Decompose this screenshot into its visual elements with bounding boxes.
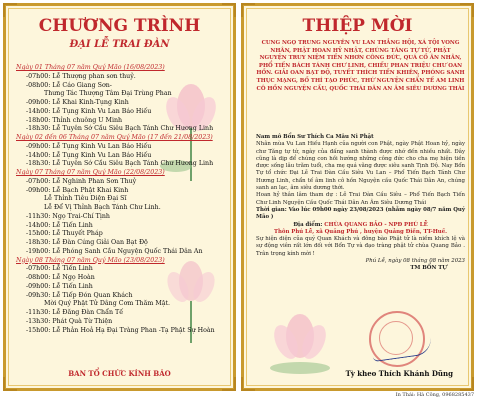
organizer-footer: BAN TỔ CHỨC KÍNH BÁO [68,369,171,378]
program-subtitle: ĐẠI LỄ TRAI ĐÀN [69,39,170,50]
invitation-body [256,134,465,273]
schedule-day-heading: Ngày 01 Tháng 07 năm Quý Mão (16/08/2023) [16,64,165,71]
schedule-item: -13h30: Phát Quà Từ Thiện [26,317,113,325]
corner-ornament [460,377,474,391]
schedule-item: -18h30: Lễ Tuyên Sớ Cầu Siêu Bạch Tánh Chư Hương Linh [26,125,214,133]
schedule-item: -11h30: Ngọ Trai-Chí Tịnh [26,212,110,220]
schedule-item: -14h00: Lễ Tụng Kinh Vu Lan Báo Hiếu [26,151,152,159]
schedule-item: -09h00: Lễ Tụng Kinh Vu Lan Báo Hiếu [26,142,152,150]
sign-date: Phú Lễ, ngày 08 tháng 08 năm 2023 [365,258,465,265]
schedule-item: -09h00: Lễ Khai Kinh-Tụng Kinh [26,99,129,106]
corner-ornament [241,377,255,391]
sign-title: TM BỔN TỰ [410,265,447,272]
invitation-title: THIỆP MỜI [302,16,413,36]
greeting: Nam mô Bổn Sư Thích Ca Mâu Ni Phật [256,134,374,140]
program-panel [3,3,236,391]
paragraph: Hoan hỷ thân lâm tham dự : Lễ Trai Đàn Cầu Siêu – Phổ Tiến Bạch Tiến Chư Linh Nguyện Cầu Quốc Thái Dân An Âm Siêu Dương Thái [256,192,465,206]
corner-ornament [241,3,255,17]
program-title: CHƯƠNG TRÌNH [38,16,201,36]
schedule-day-heading: Ngày 08 Tháng 07 năm Quý Mão (23/08/2023) [16,256,165,264]
schedule-item: -18h30: Lễ Tuyên Sớ Cầu Siêu Bạch Tánh Chư Hương Linh [26,160,214,168]
place-label: Địa điểm: [293,221,325,228]
schedule-item: -11h30: Lễ Đăng Đàn Chẩn Tế [26,309,124,316]
event-address: Thôn Phú Lễ, xã Quảng Phú , huyện Quảng Điền, TT-Huế. [273,228,448,235]
schedule-item: -09h00: Lễ Bạch Phật Khai Kinh [26,186,129,194]
corner-ornament [222,3,236,17]
schedule-item: -14h00: Lễ Tụng Kinh Vu Lan Báo Hiếu [26,107,152,115]
invitation-panel [241,3,474,391]
corner-ornament [3,3,17,17]
schedule-item: Lễ Thỉnh Tiêu Diện Đại Sĩ [44,195,127,203]
printer-credit: In Thái: Hà Công, 0968285437 [395,392,474,398]
schedule-item: -08h00: Lễ Ngọ Hoàn [26,274,95,281]
schedule-item: -14h00: Lễ Tiến Linh [26,221,93,229]
schedule-item: Lễ Để Vị Thỉnh Bạch Tánh Chư Linh. [44,204,161,211]
schedule-item: -18h00: Thỉnh chuông U Minh [26,116,123,124]
schedule-item: -15h00: Lễ Thuyết Pháp [26,230,103,238]
schedule-item: -07h00: Lễ Nghinh Phan Sơn Thuỷ [26,177,137,185]
signer-name: Tỳ kheo Thích Khánh Dũng [345,369,453,378]
corner-ornament [460,3,474,17]
invitation-intro: CUNG NGỌ TRUNG NGUYÊN VU LAN THẮNG HỘI, XÁ TỘI VONG NHÂN, PHẬT HOAN HỶ NHẬT, CHÚNG TĂNG TỰ TỨ, PHẬT NGUYỆN TRUY NIỆM TIẾN NHƠN CÔNG ĐỨC, QUÁ CỐ ÂN NHÂN, PHỔ TIẾN BÁCH TÁNH CHƯ LINH, CHIẾU PHAN TRIỆU CHƯ OAN HỒN. GIẢI OAN BẠT ĐỘ, TUYẾT THÍCH TIẾN KHIÊN, PHÓNG SANH THỤC MẠNG, BỐ THÍ TẠO PHÚC, THỨ NGUYỆN CHẨN TẾ AM LINH CÔ HỒN NGUYỆN CẦU, QUỐC THÁI DÂN AN ÂM SIÊU DƯƠNG THÁI [256,40,465,92]
schedule-item: -19h00: Lễ Phóng Sanh Cầu Nguyện Quốc Thái Dân An [26,247,203,255]
corner-ornament [3,377,17,391]
schedule-item: Thưng Tác Thượng Tâm Đại Trùng Phan [44,90,172,98]
event-time: Thời gian: Vào lúc 09h00 ngày 23/08/2023 (nhằm ngày 08/7 năm Quý Mão ) [256,206,465,221]
schedule-item: -08h00: Lễ Cáo Giang Sơn- [26,81,112,89]
schedule-item: Mời Quý Phật Tử Dâng Cơm Thăm Mật. [44,300,171,308]
schedule-item: -09h30: Lễ Tiếp Đón Quan Khách [26,291,133,299]
schedule-day-heading: Ngày 02 đến 06 Tháng 07 năm Quý Mão (17 đến 21/08/2023) [16,134,213,141]
schedule-item: -07h00: Lễ Thượng phan sơn thuỷ. [26,72,136,80]
schedule-item: -18h30: Lễ Đàn Cúng Giải Oan Bạt Độ [26,239,148,246]
lotus-icon [260,306,340,376]
schedule-item: -15h00: Lễ Phản Hoả Hạ Đại Tràng Phan -Tạ Phật Sự Hoàn [26,326,215,334]
corner-ornament [222,377,236,391]
schedule-list [16,64,234,335]
paragraph: Sự hiện diện của quý Quan Khách và đông bào Phật tử là niềm khích lệ và sự động viên rất lớn đối với Bổn Tự và đạo tràng phật tử chùa Quang Bảo . Trân trọng kính mời ! [256,236,465,257]
schedule-item: -09h00: Lễ Tiến Linh [26,282,93,290]
schedule-item: -07h00: Lễ Tiến Linh [26,265,93,273]
schedule-day-heading: Ngày 07 Tháng 07 năm Quý Mão (22/08/2023) [16,169,165,176]
paragraph: Nhân mùa Vu Lan Hiếu Hạnh của người con Phật, ngày Phật Hoan hỷ, ngày chư Tăng tự tứ, ngày của đấng sanh thành được nhớ đến nhiều nhất. Đây cũng là dịp để chúng con hồi hướng những công đức cho cha mẹ hiện tiền được sống lâu trăm tuổi, cha mẹ quá vãng được siêu sanh Tịnh Độ. Nay Bổn Tự tổ chức Đại Lễ Trai Đàn Cầu Siêu Vu Lan – Phổ Tiến Bạch Tánh Chư Hương Linh, chẩn tế âm linh cô hồn Nguyện cầu Quốc Thái Dân An, chúng sanh an lạc, âm siêu dương thới. [256,141,465,192]
event-place: CHÙA QUANG BẢO - NPĐ PHÚ LỄ [324,221,428,228]
